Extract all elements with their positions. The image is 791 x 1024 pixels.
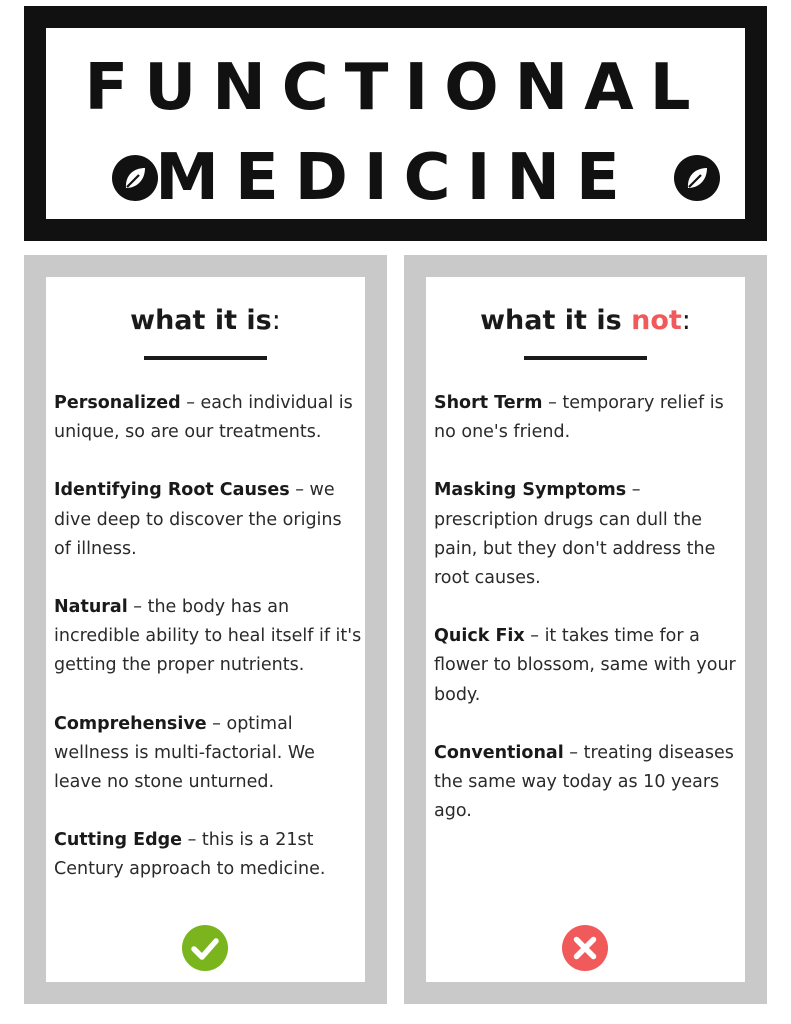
list-item (54, 826, 362, 884)
what-it-is-panel (46, 277, 365, 982)
item-desc: – this is a 21st Century approach to medicine. (54, 830, 326, 880)
item-term: Natural (54, 597, 128, 618)
list-item (54, 389, 362, 447)
list-item (54, 710, 362, 798)
what-it-is-heading (46, 305, 365, 336)
title-line-1: FUNCTIONAL (84, 51, 707, 125)
what-it-is-not-column (404, 255, 767, 1004)
what-it-is-not-panel (426, 277, 745, 982)
what-it-is-not-list (434, 389, 742, 855)
item-desc: – we dive deep to discover the origins of illness. (54, 480, 342, 559)
leaf-icon (674, 155, 720, 201)
what-it-is-list (54, 389, 362, 914)
list-item (434, 622, 742, 710)
heading-colon: : (681, 305, 691, 336)
item-term: Personalized (54, 393, 181, 413)
heading-not-word: not (631, 305, 682, 336)
item-term: Comprehensive (54, 713, 207, 734)
what-it-is-not-heading (426, 305, 745, 336)
item-term: Cutting Edge (54, 830, 182, 851)
heading-colon: : (271, 305, 281, 336)
heading-underline (524, 356, 647, 360)
list-item (434, 476, 742, 593)
check-icon (182, 925, 228, 971)
list-item (54, 593, 362, 681)
item-desc: – optimal wellness is multi-factorial. We leave no stone unturned. (54, 713, 315, 793)
item-term: Conventional (434, 742, 564, 763)
title-line-2: MEDICINE (155, 141, 636, 215)
item-term: Masking Symptoms (434, 480, 627, 501)
heading-text: what it is (480, 305, 632, 336)
item-desc: – temporary relief is no one's friend. (434, 393, 724, 443)
item-desc: – treating diseases the same way today as 10 years ago. (434, 742, 734, 822)
item-term: Quick Fix (434, 626, 525, 647)
title-banner (24, 6, 767, 241)
list-item (54, 476, 362, 564)
list-item (434, 739, 742, 827)
item-desc: – prescription drugs can dull the pain, but they don't address the root causes. (434, 480, 716, 589)
x-icon (562, 925, 608, 971)
heading-text: what it is (130, 305, 272, 336)
item-desc: – each individual is unique, so are our treatments. (54, 393, 353, 443)
title-inner (46, 28, 745, 219)
item-desc: – the body has an incredible ability to heal itself if it's getting the proper nutrients. (54, 597, 362, 676)
item-term: Short Term (434, 393, 543, 413)
item-term: Identifying Root Causes (54, 480, 290, 501)
what-it-is-column (24, 255, 387, 1004)
heading-underline (144, 356, 267, 360)
list-item (434, 389, 742, 447)
item-desc: – it takes time for a flower to blossom, same with your body. (434, 626, 736, 705)
